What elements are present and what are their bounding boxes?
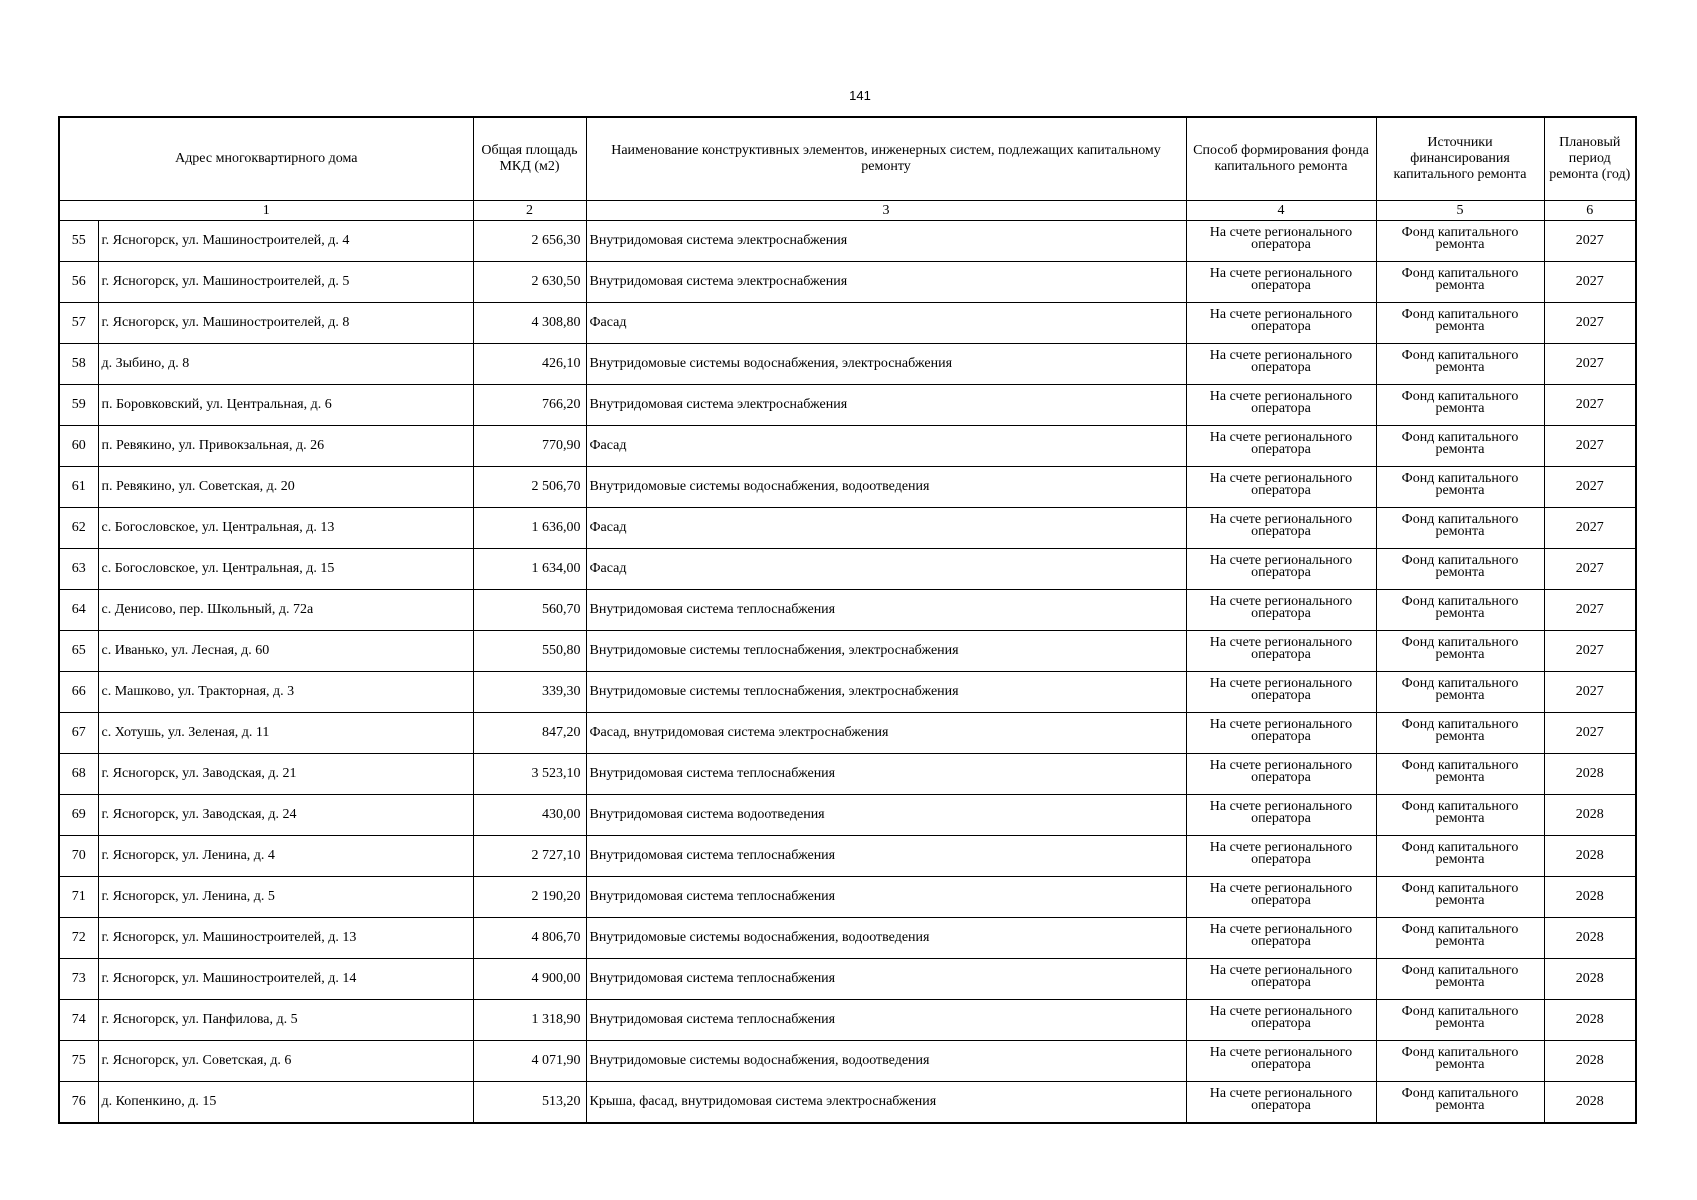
row-year: 2028 bbox=[1544, 1000, 1636, 1041]
header-area: Общая площадь МКД (м2) bbox=[473, 117, 586, 201]
row-address: г. Ясногорск, ул. Панфилова, д. 5 bbox=[98, 1000, 473, 1041]
row-year: 2027 bbox=[1544, 467, 1636, 508]
row-source-line-1: Фонд капитального bbox=[1401, 840, 1519, 855]
table-row bbox=[59, 631, 1636, 672]
table-row bbox=[59, 918, 1636, 959]
row-source-line-2: ремонта bbox=[1435, 1098, 1485, 1113]
row-address: с. Машково, ул. Тракторная, д. 3 bbox=[98, 672, 473, 713]
row-source-line-1: Фонд капитального bbox=[1401, 1086, 1519, 1101]
row-elements: Внутридомовые системы водоснабжения, электроснабжения bbox=[586, 344, 1186, 385]
table-header-row bbox=[59, 117, 1636, 201]
row-method bbox=[1186, 303, 1376, 344]
row-number: 64 bbox=[59, 590, 98, 631]
row-elements: Фасад bbox=[586, 508, 1186, 549]
row-address: г. Ясногорск, ул. Машиностроителей, д. 14 bbox=[98, 959, 473, 1000]
row-method bbox=[1186, 385, 1376, 426]
row-elements: Внутридомовая система электроснабжения bbox=[586, 221, 1186, 262]
row-address: г. Ясногорск, ул. Машиностроителей, д. 8 bbox=[98, 303, 473, 344]
row-source-line-1: Фонд капитального bbox=[1401, 963, 1519, 978]
row-number: 72 bbox=[59, 918, 98, 959]
row-year: 2027 bbox=[1544, 344, 1636, 385]
table-row bbox=[59, 754, 1636, 795]
row-method bbox=[1186, 426, 1376, 467]
row-elements: Внутридомовая система теплоснабжения bbox=[586, 1000, 1186, 1041]
row-method-line-2: оператора bbox=[1251, 278, 1311, 293]
row-source-line-1: Фонд капитального bbox=[1401, 676, 1519, 691]
row-number: 57 bbox=[59, 303, 98, 344]
row-elements: Крыша, фасад, внутридомовая система электроснабжения bbox=[586, 1082, 1186, 1124]
row-year: 2027 bbox=[1544, 713, 1636, 754]
row-elements: Фасад, внутридомовая система электроснабжения bbox=[586, 713, 1186, 754]
row-method bbox=[1186, 754, 1376, 795]
row-number: 61 bbox=[59, 467, 98, 508]
row-source bbox=[1376, 590, 1544, 631]
row-method-line-2: оператора bbox=[1251, 524, 1311, 539]
row-method bbox=[1186, 672, 1376, 713]
row-source-line-2: ремонта bbox=[1435, 934, 1485, 949]
row-area: 2 727,10 bbox=[473, 836, 586, 877]
row-address: с. Денисово, пер. Школьный, д. 72а bbox=[98, 590, 473, 631]
row-source-line-2: ремонта bbox=[1435, 647, 1485, 662]
row-method-line-1: На счете регионального bbox=[1209, 512, 1353, 527]
row-method-line-1: На счете регионального bbox=[1209, 307, 1353, 322]
row-number: 68 bbox=[59, 754, 98, 795]
row-method bbox=[1186, 549, 1376, 590]
row-method bbox=[1186, 262, 1376, 303]
row-number: 56 bbox=[59, 262, 98, 303]
row-area: 847,20 bbox=[473, 713, 586, 754]
row-source bbox=[1376, 918, 1544, 959]
column-number: 1 bbox=[59, 201, 473, 221]
row-method-line-2: оператора bbox=[1251, 401, 1311, 416]
row-year: 2028 bbox=[1544, 1082, 1636, 1124]
row-method-line-2: оператора bbox=[1251, 483, 1311, 498]
row-address: г. Ясногорск, ул. Машиностроителей, д. 4 bbox=[98, 221, 473, 262]
row-source-line-2: ремонта bbox=[1435, 729, 1485, 744]
row-number: 76 bbox=[59, 1082, 98, 1124]
row-number: 60 bbox=[59, 426, 98, 467]
row-address: г. Ясногорск, ул. Заводская, д. 21 bbox=[98, 754, 473, 795]
row-area: 2 656,30 bbox=[473, 221, 586, 262]
row-method-line-1: На счете регионального bbox=[1209, 840, 1353, 855]
row-source-line-2: ремонта bbox=[1435, 360, 1485, 375]
row-method-line-2: оператора bbox=[1251, 893, 1311, 908]
row-method bbox=[1186, 795, 1376, 836]
row-year: 2027 bbox=[1544, 262, 1636, 303]
row-year: 2027 bbox=[1544, 385, 1636, 426]
row-number: 73 bbox=[59, 959, 98, 1000]
table-row bbox=[59, 590, 1636, 631]
row-source bbox=[1376, 754, 1544, 795]
row-elements: Внутридомовая система водоотведения bbox=[586, 795, 1186, 836]
row-method-line-1: На счете регионального bbox=[1209, 553, 1353, 568]
header-period: Плановый период ремонта (год) bbox=[1544, 117, 1636, 201]
row-source-line-1: Фонд капитального bbox=[1401, 389, 1519, 404]
row-source bbox=[1376, 795, 1544, 836]
row-elements: Внутридомовые системы водоснабжения, водоотведения bbox=[586, 918, 1186, 959]
row-source-line-1: Фонд капитального bbox=[1401, 635, 1519, 650]
table-row bbox=[59, 836, 1636, 877]
row-address: п. Ревякино, ул. Советская, д. 20 bbox=[98, 467, 473, 508]
row-elements: Фасад bbox=[586, 303, 1186, 344]
row-number: 62 bbox=[59, 508, 98, 549]
row-elements: Внутридомовые системы теплоснабжения, электроснабжения bbox=[586, 672, 1186, 713]
row-area: 4 806,70 bbox=[473, 918, 586, 959]
row-area: 339,30 bbox=[473, 672, 586, 713]
row-elements: Внутридомовая система теплоснабжения bbox=[586, 754, 1186, 795]
row-year: 2027 bbox=[1544, 221, 1636, 262]
row-source-line-1: Фонд капитального bbox=[1401, 225, 1519, 240]
row-year: 2028 bbox=[1544, 754, 1636, 795]
row-source-line-2: ремонта bbox=[1435, 770, 1485, 785]
row-source bbox=[1376, 467, 1544, 508]
row-area: 4 308,80 bbox=[473, 303, 586, 344]
table-row bbox=[59, 672, 1636, 713]
row-source-line-1: Фонд капитального bbox=[1401, 594, 1519, 609]
row-elements: Фасад bbox=[586, 549, 1186, 590]
row-year: 2027 bbox=[1544, 508, 1636, 549]
row-method bbox=[1186, 1041, 1376, 1082]
header-elements: Наименование конструктивных элементов, инженерных систем, подлежащих капитальному ремонту bbox=[586, 117, 1186, 201]
row-year: 2028 bbox=[1544, 959, 1636, 1000]
row-year: 2027 bbox=[1544, 631, 1636, 672]
row-method bbox=[1186, 836, 1376, 877]
row-source-line-2: ремонта bbox=[1435, 237, 1485, 252]
row-year: 2028 bbox=[1544, 1041, 1636, 1082]
row-elements: Фасад bbox=[586, 426, 1186, 467]
row-year: 2028 bbox=[1544, 918, 1636, 959]
row-source-line-2: ремонта bbox=[1435, 442, 1485, 457]
row-address: г. Ясногорск, ул. Ленина, д. 5 bbox=[98, 877, 473, 918]
row-area: 550,80 bbox=[473, 631, 586, 672]
row-method-line-1: На счете регионального bbox=[1209, 471, 1353, 486]
row-area: 426,10 bbox=[473, 344, 586, 385]
row-elements: Внутридомовые системы водоснабжения, водоотведения bbox=[586, 467, 1186, 508]
row-method-line-2: оператора bbox=[1251, 1098, 1311, 1113]
row-method bbox=[1186, 1000, 1376, 1041]
row-address: п. Ревякино, ул. Привокзальная, д. 26 bbox=[98, 426, 473, 467]
row-source-line-2: ремонта bbox=[1435, 688, 1485, 703]
row-source-line-2: ремонта bbox=[1435, 606, 1485, 621]
row-source bbox=[1376, 1041, 1544, 1082]
row-area: 560,70 bbox=[473, 590, 586, 631]
table-row bbox=[59, 549, 1636, 590]
row-method-line-2: оператора bbox=[1251, 688, 1311, 703]
row-method-line-1: На счете регионального bbox=[1209, 430, 1353, 445]
column-number: 2 bbox=[473, 201, 586, 221]
column-number: 6 bbox=[1544, 201, 1636, 221]
row-number: 59 bbox=[59, 385, 98, 426]
row-method bbox=[1186, 1082, 1376, 1124]
row-method-line-2: оператора bbox=[1251, 975, 1311, 990]
row-source-line-1: Фонд капитального bbox=[1401, 266, 1519, 281]
row-number: 75 bbox=[59, 1041, 98, 1082]
row-method-line-1: На счете регионального bbox=[1209, 963, 1353, 978]
table-row bbox=[59, 508, 1636, 549]
row-area: 4 071,90 bbox=[473, 1041, 586, 1082]
row-source-line-1: Фонд капитального bbox=[1401, 758, 1519, 773]
row-method-line-2: оператора bbox=[1251, 852, 1311, 867]
row-method-line-1: На счете регионального bbox=[1209, 881, 1353, 896]
table-body bbox=[59, 221, 1636, 1124]
row-source-line-1: Фонд капитального bbox=[1401, 553, 1519, 568]
row-method bbox=[1186, 344, 1376, 385]
row-method-line-1: На счете регионального bbox=[1209, 266, 1353, 281]
row-area: 3 523,10 bbox=[473, 754, 586, 795]
table-row bbox=[59, 1041, 1636, 1082]
row-source-line-1: Фонд капитального bbox=[1401, 881, 1519, 896]
row-method bbox=[1186, 877, 1376, 918]
header-method: Способ формирования фонда капитального ремонта bbox=[1186, 117, 1376, 201]
row-source bbox=[1376, 631, 1544, 672]
row-method-line-2: оператора bbox=[1251, 360, 1311, 375]
row-source bbox=[1376, 303, 1544, 344]
header-source: Источники финансирования капитального ремонта bbox=[1376, 117, 1544, 201]
row-address: г. Ясногорск, ул. Ленина, д. 4 bbox=[98, 836, 473, 877]
row-source-line-1: Фонд капитального bbox=[1401, 512, 1519, 527]
row-method bbox=[1186, 959, 1376, 1000]
row-source bbox=[1376, 262, 1544, 303]
row-source-line-1: Фонд капитального bbox=[1401, 1045, 1519, 1060]
row-address: г. Ясногорск, ул. Советская, д. 6 bbox=[98, 1041, 473, 1082]
row-source-line-1: Фонд капитального bbox=[1401, 1004, 1519, 1019]
row-year: 2027 bbox=[1544, 590, 1636, 631]
row-area: 1 318,90 bbox=[473, 1000, 586, 1041]
row-number: 55 bbox=[59, 221, 98, 262]
table-row bbox=[59, 795, 1636, 836]
row-method-line-1: На счете регионального bbox=[1209, 348, 1353, 363]
table-row bbox=[59, 303, 1636, 344]
row-method-line-2: оператора bbox=[1251, 934, 1311, 949]
row-method-line-2: оператора bbox=[1251, 770, 1311, 785]
row-method-line-2: оператора bbox=[1251, 647, 1311, 662]
table-row bbox=[59, 713, 1636, 754]
row-elements: Внутридомовая система теплоснабжения bbox=[586, 836, 1186, 877]
row-address: д. Зыбино, д. 8 bbox=[98, 344, 473, 385]
column-number: 4 bbox=[1186, 201, 1376, 221]
row-source-line-2: ремонта bbox=[1435, 524, 1485, 539]
row-source bbox=[1376, 344, 1544, 385]
table-row bbox=[59, 467, 1636, 508]
row-method-line-1: На счете регионального bbox=[1209, 635, 1353, 650]
row-address: г. Ясногорск, ул. Заводская, д. 24 bbox=[98, 795, 473, 836]
row-method-line-2: оператора bbox=[1251, 1057, 1311, 1072]
table-row bbox=[59, 1082, 1636, 1124]
row-source-line-1: Фонд капитального bbox=[1401, 430, 1519, 445]
row-number: 66 bbox=[59, 672, 98, 713]
header-address: Адрес многоквартирного дома bbox=[59, 117, 473, 201]
row-method-line-1: На счете регионального bbox=[1209, 1045, 1353, 1060]
row-address: г. Ясногорск, ул. Машиностроителей, д. 13 bbox=[98, 918, 473, 959]
row-source bbox=[1376, 385, 1544, 426]
row-method bbox=[1186, 221, 1376, 262]
table-row bbox=[59, 426, 1636, 467]
row-source-line-1: Фонд капитального bbox=[1401, 348, 1519, 363]
row-method-line-1: На счете регионального bbox=[1209, 922, 1353, 937]
row-source bbox=[1376, 508, 1544, 549]
row-area: 1 636,00 bbox=[473, 508, 586, 549]
table-row bbox=[59, 385, 1636, 426]
row-source-line-2: ремонта bbox=[1435, 893, 1485, 908]
row-area: 2 630,50 bbox=[473, 262, 586, 303]
row-area: 430,00 bbox=[473, 795, 586, 836]
row-method bbox=[1186, 713, 1376, 754]
row-source-line-2: ремонта bbox=[1435, 483, 1485, 498]
row-method-line-1: На счете регионального bbox=[1209, 758, 1353, 773]
row-method bbox=[1186, 590, 1376, 631]
row-address: с. Богословское, ул. Центральная, д. 15 bbox=[98, 549, 473, 590]
column-number-row bbox=[59, 201, 1636, 221]
row-elements: Внутридомовая система электроснабжения bbox=[586, 262, 1186, 303]
row-source-line-2: ремонта bbox=[1435, 565, 1485, 580]
table-row bbox=[59, 221, 1636, 262]
table-row bbox=[59, 344, 1636, 385]
row-source-line-2: ремонта bbox=[1435, 1057, 1485, 1072]
column-number: 3 bbox=[586, 201, 1186, 221]
row-elements: Внутридомовая система теплоснабжения bbox=[586, 877, 1186, 918]
column-number: 5 bbox=[1376, 201, 1544, 221]
row-year: 2027 bbox=[1544, 426, 1636, 467]
page-number: 141 bbox=[849, 88, 871, 103]
row-address: с. Богословское, ул. Центральная, д. 13 bbox=[98, 508, 473, 549]
row-source bbox=[1376, 1000, 1544, 1041]
row-source-line-2: ремонта bbox=[1435, 319, 1485, 334]
row-method-line-1: На счете регионального bbox=[1209, 594, 1353, 609]
row-method-line-1: На счете регионального bbox=[1209, 1086, 1353, 1101]
row-source-line-2: ремонта bbox=[1435, 278, 1485, 293]
row-elements: Внутридомовая система электроснабжения bbox=[586, 385, 1186, 426]
row-area: 770,90 bbox=[473, 426, 586, 467]
row-number: 58 bbox=[59, 344, 98, 385]
row-method bbox=[1186, 508, 1376, 549]
row-area: 766,20 bbox=[473, 385, 586, 426]
row-number: 63 bbox=[59, 549, 98, 590]
row-source bbox=[1376, 959, 1544, 1000]
row-source-line-1: Фонд капитального bbox=[1401, 471, 1519, 486]
row-elements: Внутридомовые системы теплоснабжения, электроснабжения bbox=[586, 631, 1186, 672]
row-source bbox=[1376, 672, 1544, 713]
row-method-line-2: оператора bbox=[1251, 1016, 1311, 1031]
row-number: 65 bbox=[59, 631, 98, 672]
row-year: 2027 bbox=[1544, 549, 1636, 590]
row-method-line-1: На счете регионального bbox=[1209, 676, 1353, 691]
row-elements: Внутридомовые системы водоснабжения, водоотведения bbox=[586, 1041, 1186, 1082]
table-row bbox=[59, 877, 1636, 918]
row-method-line-2: оператора bbox=[1251, 237, 1311, 252]
row-method-line-2: оператора bbox=[1251, 606, 1311, 621]
row-elements: Внутридомовая система теплоснабжения bbox=[586, 590, 1186, 631]
row-source-line-1: Фонд капитального bbox=[1401, 922, 1519, 937]
row-source-line-2: ремонта bbox=[1435, 401, 1485, 416]
row-source-line-2: ремонта bbox=[1435, 852, 1485, 867]
row-method-line-2: оператора bbox=[1251, 565, 1311, 580]
row-number: 69 bbox=[59, 795, 98, 836]
row-source-line-2: ремонта bbox=[1435, 811, 1485, 826]
row-area: 2 190,20 bbox=[473, 877, 586, 918]
table-row bbox=[59, 959, 1636, 1000]
row-area: 513,20 bbox=[473, 1082, 586, 1124]
row-number: 74 bbox=[59, 1000, 98, 1041]
row-year: 2028 bbox=[1544, 836, 1636, 877]
row-area: 2 506,70 bbox=[473, 467, 586, 508]
row-number: 70 bbox=[59, 836, 98, 877]
row-method-line-2: оператора bbox=[1251, 811, 1311, 826]
row-area: 4 900,00 bbox=[473, 959, 586, 1000]
row-address: с. Иванько, ул. Лесная, д. 60 bbox=[98, 631, 473, 672]
row-method bbox=[1186, 631, 1376, 672]
row-address: д. Копенкино, д. 15 bbox=[98, 1082, 473, 1124]
row-method-line-2: оператора bbox=[1251, 729, 1311, 744]
row-source bbox=[1376, 221, 1544, 262]
row-year: 2028 bbox=[1544, 795, 1636, 836]
row-source-line-1: Фонд капитального bbox=[1401, 717, 1519, 732]
row-address: с. Хотушь, ул. Зеленая, д. 11 bbox=[98, 713, 473, 754]
row-area: 1 634,00 bbox=[473, 549, 586, 590]
row-source bbox=[1376, 426, 1544, 467]
table-row bbox=[59, 1000, 1636, 1041]
row-source-line-2: ремонта bbox=[1435, 1016, 1485, 1031]
row-source bbox=[1376, 713, 1544, 754]
row-method bbox=[1186, 918, 1376, 959]
row-number: 67 bbox=[59, 713, 98, 754]
row-source bbox=[1376, 549, 1544, 590]
row-number: 71 bbox=[59, 877, 98, 918]
row-method-line-1: На счете регионального bbox=[1209, 717, 1353, 732]
row-method-line-1: На счете регионального bbox=[1209, 225, 1353, 240]
row-method-line-1: На счете регионального bbox=[1209, 389, 1353, 404]
row-method-line-1: На счете регионального bbox=[1209, 1004, 1353, 1019]
row-method bbox=[1186, 467, 1376, 508]
row-source bbox=[1376, 877, 1544, 918]
row-address: п. Боровковский, ул. Центральная, д. 6 bbox=[98, 385, 473, 426]
repair-schedule-table bbox=[58, 116, 1637, 1124]
row-source-line-1: Фонд капитального bbox=[1401, 799, 1519, 814]
row-source bbox=[1376, 1082, 1544, 1124]
row-year: 2027 bbox=[1544, 672, 1636, 713]
table-row bbox=[59, 262, 1636, 303]
row-source bbox=[1376, 836, 1544, 877]
row-year: 2027 bbox=[1544, 303, 1636, 344]
row-method-line-1: На счете регионального bbox=[1209, 799, 1353, 814]
row-source-line-1: Фонд капитального bbox=[1401, 307, 1519, 322]
row-elements: Внутридомовая система теплоснабжения bbox=[586, 959, 1186, 1000]
row-source-line-2: ремонта bbox=[1435, 975, 1485, 990]
row-method-line-2: оператора bbox=[1251, 442, 1311, 457]
row-method-line-2: оператора bbox=[1251, 319, 1311, 334]
row-year: 2028 bbox=[1544, 877, 1636, 918]
row-address: г. Ясногорск, ул. Машиностроителей, д. 5 bbox=[98, 262, 473, 303]
